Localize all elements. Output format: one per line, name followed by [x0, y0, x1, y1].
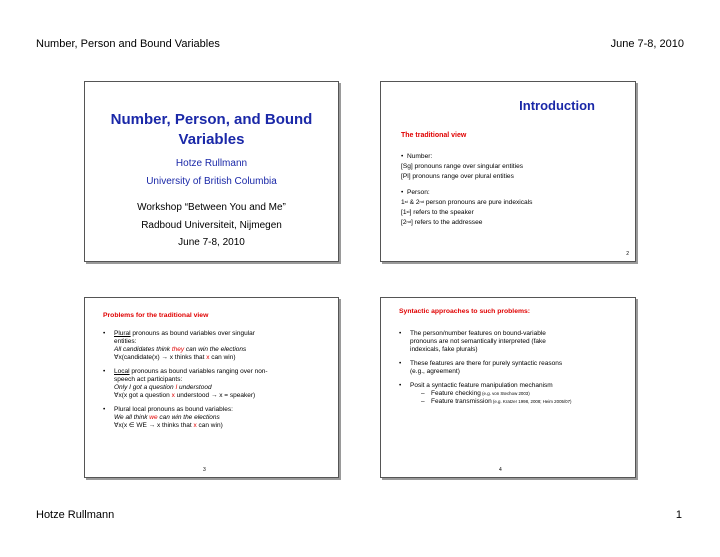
bullet-2: • Local pronouns as bound variables ranging over non-: [103, 368, 268, 375]
slide-number: 3: [203, 467, 206, 473]
slide-2-subtitle: The traditional view: [401, 132, 467, 139]
bullet-2-example: Only I got a question I understood: [114, 384, 212, 391]
event-name: Workshop “Between You and Me”: [137, 202, 286, 213]
person-line-2: [1st] refers to the speaker: [401, 209, 474, 216]
slide-3-heading: Problems for the traditional view: [103, 312, 209, 319]
event-venue: Radboud Universiteit, Nijmegen: [141, 220, 282, 231]
page-footer-author: Hotze Rullmann: [36, 509, 115, 521]
author-name: Hotze Rullmann: [175, 158, 248, 169]
bullet-3: • Posit a syntactic feature manipulation mechanism: [399, 382, 553, 389]
slide-1: [84, 81, 339, 262]
author-affiliation: University of British Columbia: [146, 176, 277, 187]
bullet-1-cont: entities:: [114, 338, 137, 345]
bullet-1-formula: ∀x(candidate(x) → x thinks that x can win): [114, 354, 236, 361]
person-line-3: [2nd] refers to the addressee: [401, 219, 483, 226]
sub-bullet-2: – Feature transmission (e.g. Kratzer 1998, 2008; Heim 2005/07): [421, 398, 572, 405]
person-line-1: 1st & 2nd person pronouns are pure indexicals: [401, 199, 533, 206]
bullet-2-line-2: (e.g., agreement): [410, 368, 460, 375]
bullet-1: • Plural pronouns as bound variables over singular: [103, 330, 255, 337]
sg-line: [Sg] pronouns range over singular entities: [401, 163, 524, 170]
title-line-1: Number, Person, and Bound: [110, 111, 313, 128]
slide-2: [380, 81, 636, 262]
bullet-1: • The person/number features on bound-variable: [399, 330, 546, 337]
bullet-3: • Plural local pronouns as bound variables:: [103, 406, 233, 413]
slide-3-body: [103, 330, 322, 430]
page-number: 1: [675, 509, 682, 521]
slide-number: 4: [499, 467, 502, 473]
bullet-3-formula: ∀x(x ∈ WE → x thinks that x can win): [114, 422, 223, 429]
page-header-title: Number, Person and Bound Variables: [36, 38, 220, 50]
person-bullet: • Person:: [401, 189, 430, 196]
bullet-1-line-3: indexicals, fake plurals): [410, 346, 478, 353]
slide-3: [84, 297, 339, 478]
slide-4-heading: Syntactic approaches to such problems:: [399, 308, 531, 315]
slide-2-body: [401, 152, 532, 228]
bullet-1-line-2: pronouns are not semantically interpreted (fake: [410, 338, 546, 345]
bullet-1-example: All candidates think they can win the elections: [114, 346, 247, 353]
slide-4-body: [399, 330, 619, 406]
slide-2-title: Introduction: [519, 98, 595, 113]
bullet-2: • These features are there for purely syntactic reasons: [399, 360, 563, 367]
bullet-2-cont: speech act participants:: [114, 376, 183, 383]
bullet-2-formula: ∀x(x got a question x understood → x = speaker): [114, 392, 256, 399]
title-line-2: Variables: [178, 131, 245, 148]
sub-bullet-1: – Feature checking (e.g. von Stechow 2003): [421, 390, 530, 397]
page-header-date: June 7-8, 2010: [610, 38, 684, 50]
slide-4: [380, 297, 636, 478]
bullet-3-example: We all think we can win the elections: [114, 414, 220, 421]
slide-1-title: [85, 110, 338, 150]
number-bullet: • Number:: [401, 153, 433, 160]
slide-number: 2: [626, 251, 629, 257]
pl-line: [Pl] pronouns range over plural entities: [401, 173, 514, 180]
event-date: June 7-8, 2010: [178, 237, 245, 248]
